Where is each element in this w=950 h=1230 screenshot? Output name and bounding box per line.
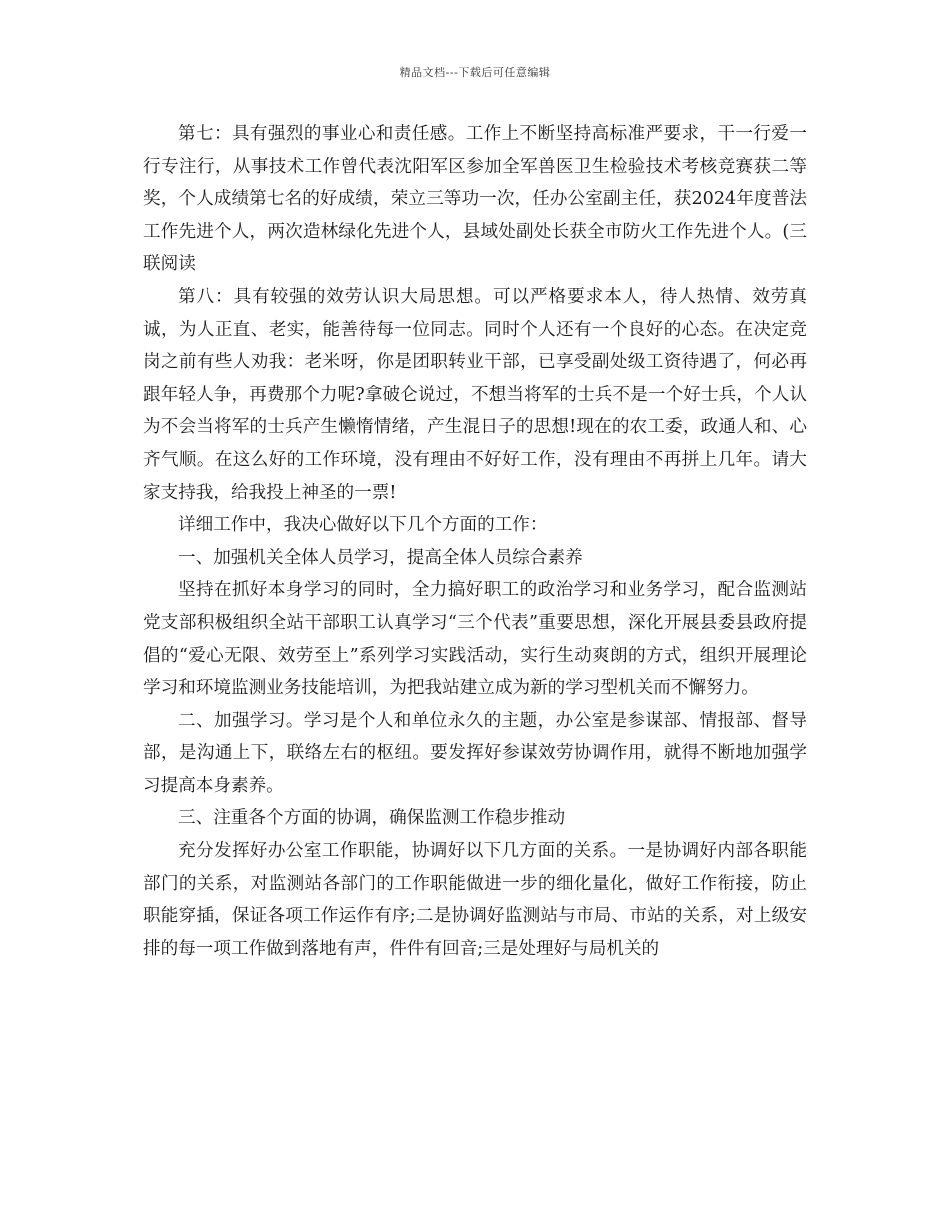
heading-section-1: 一、加强机关全体人员学习，提高全体人员综合素养 [178,547,583,568]
paragraph-8th-trait: 第八：具有较强的效劳认识大局思想。可以严格要求本人，待人热情、效劳真诚，为人正直、老实，能善待每一位同志。同时个人还有一个良好的心态。在决定竞岗之前有些人劝我：老米呀，你是团职转业干部，已享受副处级工资待遇了，何必再跟年轻人争，再费那个力呢?拿破仑说过，不想当将军的士兵不是一个好士兵，个人认为不会当将军的士兵产生懒惰情绪，产生混日子的思想!现在的农工委，政通人和、心齐气顺。在这么好的工作环境，没有理由不好好工作，没有理由不再拼上几年。请大家支持我，给我投上神圣的一票! [143,286,807,503]
heading-section-3: 三、注重各个方面的协调，确保监测工作稳步推动 [178,808,566,829]
paragraph-7th-trait: 第七：具有强烈的事业心和责任感。工作上不断坚持高标准严要求，干一行爱一行专注行，从事技术工作曾代表沈阳军区参加全军兽医卫生检验技术考核竞赛获二等奖，个人成绩第七名的好成绩，荣立三等功一次，任办公室副主任，获2024年度普法工作先进个人，两次造林绿化先进个人，县域处副处长获全市防火工作先进个人。(三联阅读 [143,124,807,275]
page-header: 精品文档---下载后可任意编辑 [399,66,551,79]
paragraph-section-3-body: 充分发挥好办公室工作职能，协调好以下几方面的关系。一是协调好内部各职能部门的关系，对监测站各部门的工作职能做进一步的细化量化，做好工作衔接，防止职能穿插，保证各项工作运作有序;二是协调好监测站与市局、市站的关系，对上级安排的每一项工作做到落地有声，件件有回音;三是处理好与局机关的 [143,841,807,959]
paragraph-work-intro: 详细工作中，我决心做好以下几个方面的工作： [178,515,548,536]
paragraph-section-1-body: 坚持在抓好本身学习的同时，全力搞好职工的政治学习和业务学习，配合监测站党支部积极组织全站干部职工认真学习“三个代表”重要思想，深化开展县委县政府提倡的“爱心无限、效劳至上”系列学习实践活动，实行生动爽朗的方式，组织开展理论学习和环境监测业务技能培训，为把我站建立成为新的学习型机关而不懈努力。 [143,580,807,699]
document-body [143,118,807,965]
paragraph-section-2: 二、加强学习。学习是个人和单位永久的主题，办公室是参谋部、情报部、督导部，是沟通上下，联络左右的枢纽。要发挥好参谋效劳协调作用，就得不断地加强学习提高本身素养。 [143,710,807,796]
